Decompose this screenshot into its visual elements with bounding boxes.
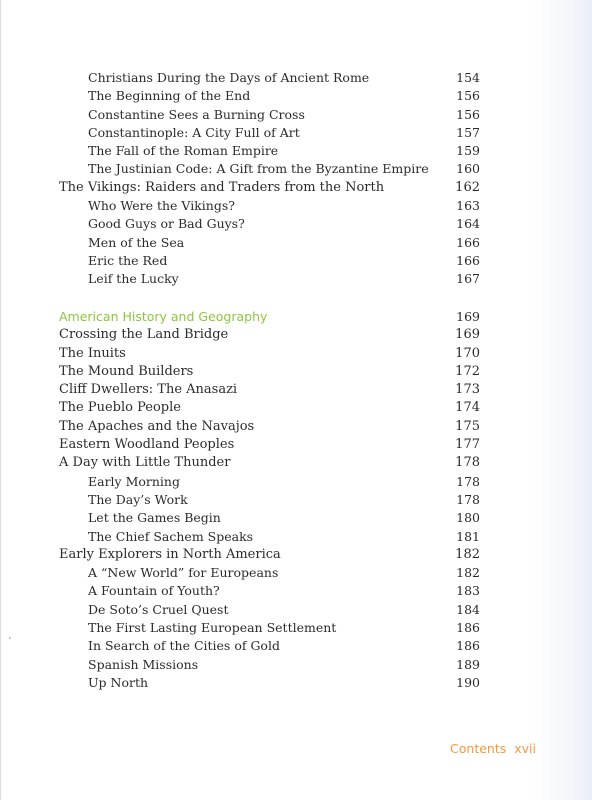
toc-entry-page-number: 169 [455,327,480,343]
toc-entry-page-number: 189 [456,656,480,672]
toc-entry-title: Christians During the Days of Ancient Rome [88,70,370,85]
toc-entry [1,656,592,674]
toc-entry-page-number: 173 [455,382,480,398]
toc-entry [1,674,592,692]
toc-entry-title: Leif the Lucky [88,271,179,287]
toc-entry [1,87,592,105]
toc-entry [1,637,592,655]
toc-entry-title: Eric the Red [88,252,168,268]
toc-entry [1,473,592,491]
footer-label: Contents [450,741,507,756]
toc-entry-title: Who Were the Vikings? [88,198,235,214]
toc-entry-page-number: 164 [456,216,480,232]
toc-entry-title: Eastern Woodland Peoples [59,437,235,453]
toc-entry-title: Early Morning [88,473,180,489]
toc-entry-page-number: 169 [456,309,480,324]
toc-entry [1,564,592,582]
toc-entry-title: Constantinople: A City Full of Art [88,124,300,140]
toc-entry-page-number: 160 [456,161,480,177]
toc-entry-page-number: 181 [456,528,480,544]
toc-entry [1,509,592,527]
toc-entry-title: The Beginning of the End [88,88,251,104]
toc-entry-page-number: 166 [456,234,480,250]
toc-entry-page-number: 184 [456,601,480,617]
toc-entry-page-number: 186 [456,638,480,654]
toc-entry-page-number: 182 [455,546,480,562]
toc-entry-page-number: 178 [455,455,480,471]
toc-entry-page-number: 172 [455,363,480,379]
toc-section-heading [1,308,592,326]
toc-section-american-history [1,308,592,692]
toc-entry-page-number: 182 [456,565,480,581]
toc-entry [1,491,592,509]
toc-entry [1,252,592,270]
toc-entry-title: A “New World” for Europeans [88,565,279,581]
toc-entry-page-number: 175 [455,418,480,434]
toc-entry-page-number: 162 [455,179,480,195]
scan-speck [9,637,11,639]
toc-entry-page-number: 154 [456,70,480,85]
toc-entry [1,124,592,142]
toc-entry-title: The Mound Builders [59,363,194,379]
toc-entry-title: American History and Geography [59,309,268,324]
toc-entry [1,160,592,178]
toc-entry-title: Cliff Dwellers: The Anasazi [59,382,238,398]
toc-entry-page-number: 157 [456,124,480,140]
toc-entry [1,399,592,417]
toc-entry-title: Good Guys or Bad Guys? [88,216,245,232]
toc-entry-page-number: 190 [456,674,480,690]
toc-entry-title: The Vikings: Raiders and Traders from the North [59,179,385,195]
toc-entry-page-number: 186 [456,620,480,636]
toc-entry-title: Up North [88,674,149,690]
toc-entry-title: Let the Games Begin [88,510,221,526]
toc-entry [1,418,592,436]
page-number: xvii [514,741,536,756]
toc-entry-page-number: 166 [456,252,480,268]
toc-entry [1,270,592,288]
toc-section-world-history [1,69,592,289]
toc-entry-title: In Search of the Cities of Gold [88,638,280,654]
toc-entry [1,106,592,124]
toc-entry-page-number: 183 [456,583,480,599]
toc-entry-title: A Fountain of Youth? [88,583,220,599]
toc-entry-page-number: 178 [456,473,480,489]
toc-entry-title: The Justinian Code: A Gift from the Byzantine Empire [88,161,429,177]
toc-entry [1,546,592,564]
toc-entry-title: The Pueblo People [59,400,181,416]
toc-entry [1,142,592,160]
toc-entry [1,601,592,619]
toc-entry-page-number: 170 [455,345,480,361]
toc-entry-title: Constantine Sees a Burning Cross [88,106,305,122]
toc-entry [1,528,592,546]
toc-entry [1,381,592,399]
toc-entry-title: Spanish Missions [88,656,199,672]
toc-entry [1,454,592,472]
toc-entry-page-number: 178 [456,491,480,507]
toc-entry [1,582,592,600]
toc-entry [1,69,592,87]
toc-entry-page-number: 156 [456,88,480,104]
toc-entry [1,436,592,454]
toc-entry-title: De Soto’s Cruel Quest [88,601,229,617]
page-footer [450,741,536,756]
toc-entry-page-number: 167 [456,271,480,287]
toc-entry-page-number: 156 [456,106,480,122]
toc-entry-page-number: 180 [456,510,480,526]
toc-entry-page-number: 159 [456,143,480,159]
toc-entry [1,326,592,344]
toc-entry [1,215,592,233]
toc-entry [1,363,592,381]
toc-entry [1,619,592,637]
toc-entry-page-number: 163 [456,198,480,214]
toc-entry-title: Crossing the Land Bridge [59,327,229,343]
toc-entry-title: Men of the Sea [88,234,185,250]
toc-entry-title: The Day’s Work [88,491,188,507]
toc-entry [1,234,592,252]
toc-entry [1,179,592,197]
toc-entry-title: Early Explorers in North America [59,546,281,562]
toc-entry-page-number: 174 [455,400,480,416]
toc-entry-title: The Apaches and the Navajos [59,418,255,434]
toc-entry-title: The Fall of the Roman Empire [88,143,279,159]
toc-entry-title: The First Lasting European Settlement [88,620,337,636]
toc-entry-title: A Day with Little Thunder [59,455,231,471]
toc-entry-title: The Inuits [59,345,126,361]
toc-entry [1,345,592,363]
toc-entry-page-number: 177 [455,437,480,453]
toc-entry-title: The Chief Sachem Speaks [88,528,254,544]
toc-entry [1,197,592,215]
